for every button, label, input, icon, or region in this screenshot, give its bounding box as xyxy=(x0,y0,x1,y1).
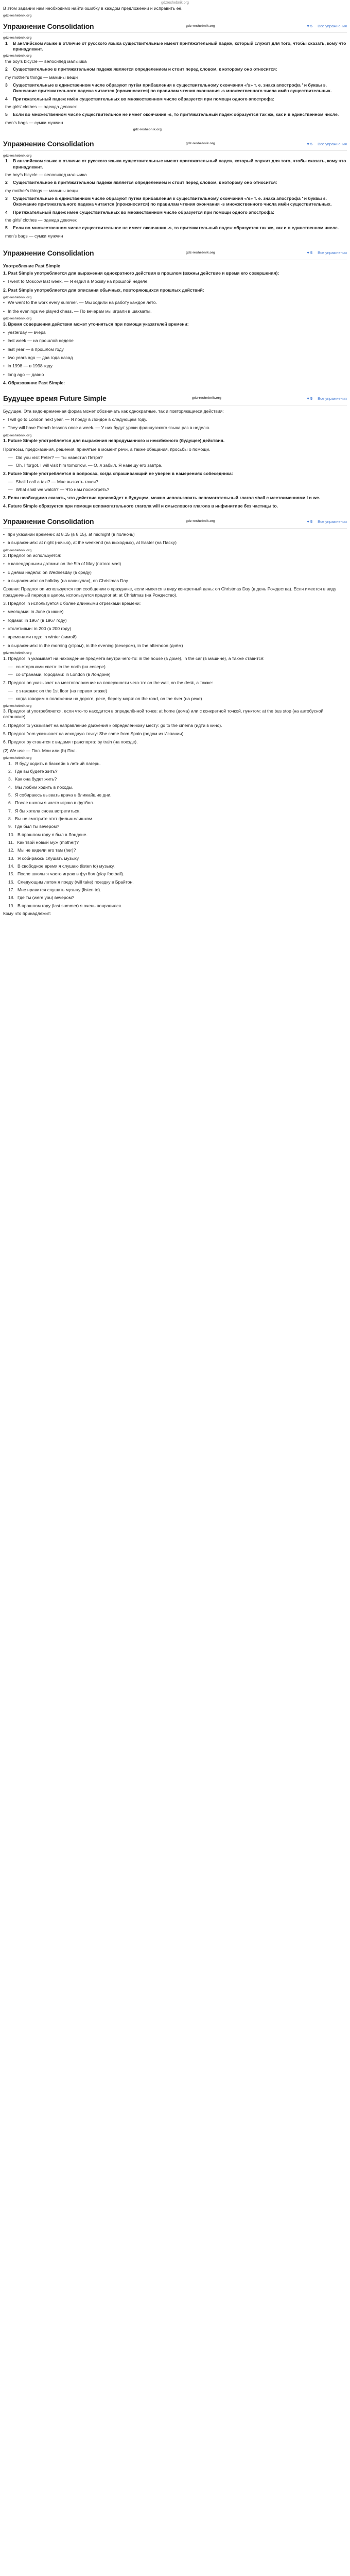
list-item: • с днями недели: on Wednesday (в среду) xyxy=(3,570,347,575)
likes-counter[interactable]: ♥ 5 xyxy=(307,250,313,256)
list-item: • in 1998 — в 1998 году xyxy=(3,363,347,369)
rule-number: 1 xyxy=(5,40,8,46)
all-exercises-link[interactable]: Все упражнения xyxy=(318,141,347,146)
exercise-item: 17. Мне нравится слушать музыку (listen to). xyxy=(8,887,101,893)
example-list xyxy=(3,279,347,284)
exercise-list xyxy=(3,761,347,909)
rule-text: 4. Future Simple образуется при помощи вспомогательного глагола will и смыслового глагола в инфинитиве без частицы to. xyxy=(3,503,278,509)
rule-item xyxy=(5,96,347,102)
rule-text: 1. Past Simple употребляется для выражения однократного действия в прошлом (важны действие и время его совершения): xyxy=(3,270,279,276)
rule-item xyxy=(5,112,347,117)
watermark: gdz-reshebnik.org xyxy=(185,142,215,146)
watermark: gdz-reshebnik.org xyxy=(3,651,32,655)
rule-text: Если во множественном числе существительное не имеет окончания -s, то притяжательный падеж образуется так же, как и в единственном числе. xyxy=(13,225,339,231)
watermark: gdz-reshebnik.org xyxy=(3,317,32,321)
list-item: • при указании времени: at 8.15 (в 8.15), at midnight (в полночь) xyxy=(3,532,347,537)
rule-text: 6. Предлог by ставится с видами транспорта: by train (на поезде). xyxy=(3,739,138,745)
example-text: men's bags — сумки мужчин xyxy=(5,233,63,239)
watermark: gdz-reshebnik.org xyxy=(3,295,32,299)
dash-item: — What shall we watch? — Что нам посмотреть? xyxy=(8,487,110,493)
section-title: Упражнение Consolidation xyxy=(3,22,94,30)
list-item: • In the evenings we played chess. — По вечерам мы играли в шахматы. xyxy=(3,309,347,314)
watermark: gdz-reshebnik.org xyxy=(3,704,32,708)
watermark: gdz-reshebnik.org xyxy=(133,127,162,131)
list-item: • временами года: in winter (зимой) xyxy=(3,634,347,640)
rule-item xyxy=(5,180,347,185)
paragraph: Будущее. Эта видо-временная форма может обозначать как однократные, так и повторяющиеся действия: xyxy=(3,408,224,414)
rule-text: 3. Время совершения действия может уточняться при помощи указателей времени: xyxy=(3,321,189,327)
exercise-item: 14. В свободное время я слушаю (listen to) музыку. xyxy=(8,863,115,869)
rule-text: Существительные в единственном числе образуют путём прибавления к существительному окончания «'s» т. е. знака апострофа ' и буквы s. Окончание притяжательного падежа читается (произносится) по правилам чтения окончания -s множественного числа имён существительных. xyxy=(13,196,332,207)
exercise-item: 18. Где ты (were you) вечером? xyxy=(8,895,75,901)
example-text: the girls' clothes — одежда девочек xyxy=(5,104,77,109)
list-item: • в выражениях: on holiday (на каникулах), on Christmas Day xyxy=(3,578,347,584)
exercise-item: 11. Как твой новый муж (mother)? xyxy=(8,840,79,845)
example-text: my mother's things — мамины вещи xyxy=(5,74,78,80)
section-header xyxy=(3,517,347,528)
list-item: • I will go to London next year. — Я поеду в Лондон в следующем году. xyxy=(3,417,347,422)
dash-item: — Shall I call a taxi? — Мне вызвать такси? xyxy=(8,479,98,484)
rule-number: 2 xyxy=(5,180,8,185)
likes-counter[interactable]: ♥ 5 xyxy=(307,519,313,524)
all-exercises-link[interactable]: Все упражнения xyxy=(318,250,347,256)
rule-number: 3 xyxy=(5,82,8,88)
rule-item xyxy=(5,225,347,231)
rule-number: 3 xyxy=(5,196,8,201)
rule-text: Существительные в единственном числе образуют путём прибавления к существительному окончания «'s» т. е. знака апострофа ' и буквы s. Окончание притяжательного падежа читается (произносится) по правилам чтения окончания -s множественного числа имён существительных. xyxy=(13,82,332,94)
example-text: the boy's bicycle — велосипед мальчика xyxy=(5,172,87,178)
rule-item xyxy=(5,66,347,72)
example-text: the girls' clothes — одежда девочек xyxy=(5,217,77,223)
watermark: gdz-reshebnik.org xyxy=(3,548,32,552)
section-title: Упражнение Consolidation xyxy=(3,140,94,148)
paragraph: Прогнозы, предсказания, решения, принятые в момент речи, а также обещания, просьбы о помощи. xyxy=(3,446,211,452)
list-item: • годами: in 1967 (в 1967 году) xyxy=(3,618,347,623)
paragraph: (2) We use — Пол. Мои или (b) Пол. xyxy=(3,748,77,753)
rule-item xyxy=(5,82,347,94)
rule-text: 2. Past Simple употребляется для описания обычных, повторяющихся прошлых действий: xyxy=(3,287,204,293)
rule-number: 5 xyxy=(5,225,8,231)
all-exercises-link[interactable]: Все упражнения xyxy=(318,24,347,29)
exercise-item: 19. В прошлом году (last summer) я очень понравился. xyxy=(8,903,122,908)
list-item: • yesterday — вчера xyxy=(3,330,347,335)
list-item: • They will have French lessons once a week. — У них будут уроки французского языка раз в неделю. xyxy=(3,425,347,431)
exercise-item: 2. Где вы будете жить? xyxy=(8,768,58,774)
rule-text: Существительное в притяжательном падеже является определением и стоит перед словом, к которому оно относится: xyxy=(13,66,277,72)
dash-item: — Oh, I forgot. I will visit him tomorrow. — О, я забыл. Я навещу его завтра. xyxy=(8,463,163,468)
list-item: • месяцами: in June (в июне) xyxy=(3,609,347,615)
section-title: Упражнение Consolidation xyxy=(3,249,94,258)
rule-number: 1 xyxy=(5,158,8,164)
all-exercises-link[interactable]: Все упражнения xyxy=(318,396,347,401)
rule-text: 1. Future Simple употребляется для выражения непродуманного и неизбежного (будущее) действия. xyxy=(3,438,225,444)
exercise-item: 6. После школы я часто играю в футбол. xyxy=(8,800,94,806)
rule-item xyxy=(5,196,347,208)
rule-text: 4. Предлог to указывает на направление движения к определённому месту: go to the cinema (идти в кино). xyxy=(3,722,222,728)
dash-item: — Did you visit Peter? — Ты навестил Петра? xyxy=(8,454,103,460)
rule-text: 2. Future Simple употребляется в вопросах, когда спрашивающий не уверен в намерениях собеседника: xyxy=(3,470,233,476)
dash-item: — со сторонами света: in the north (на севере) xyxy=(8,664,106,669)
example-list xyxy=(3,561,347,584)
exercise-item: 5. Я собираюсь вызвать врача в ближайшие дни. xyxy=(8,792,112,798)
watermark: gdz-reshebnik.org xyxy=(3,36,32,40)
section-header xyxy=(3,22,347,33)
watermark: gdz-reshebnik.org xyxy=(3,756,32,760)
exercise-item: 13. Я собираюсь слушать музыку. xyxy=(8,855,80,861)
watermark: gdz-reshebnik.org xyxy=(3,54,32,58)
exercise-item: 9. Где был ты вечером? xyxy=(8,824,59,829)
list-item: • столетиями: in 200 (в 200 году) xyxy=(3,626,347,632)
time-markers-list xyxy=(3,330,347,378)
likes-counter[interactable]: ♥ 5 xyxy=(307,24,313,29)
likes-counter[interactable]: ♥ 5 xyxy=(307,141,313,146)
example-list xyxy=(3,532,347,546)
exercise-item: 12. Мы не видели его там (her)? xyxy=(8,848,76,853)
list-item: • long ago — давно xyxy=(3,372,347,378)
intro-text: В этом задании нам необходимо найти ошибку в каждом предложении и исправить её. xyxy=(3,6,183,11)
list-item: • two years ago — два года назад xyxy=(3,355,347,361)
rule-text: Притяжательный падеж имён существительных во множественном числе образуется при помощи одного апострофа: xyxy=(13,209,274,215)
rule-number: 5 xyxy=(5,112,8,117)
rule-text: 1. Предлог in указывает на нахождение предмета внутри чего-то: in the house (в доме), in the car (в машине), а также ставится: xyxy=(3,655,265,661)
rule-item xyxy=(5,41,347,53)
section-header xyxy=(3,248,347,260)
rule-text: Притяжательный падеж имён существительных во множественном числе образуется при помощи одного апострофа: xyxy=(13,96,274,101)
example-list xyxy=(3,417,347,431)
rule-text: 5. Предлог from указывает на исходную точку: She came from Spain (родом из Испании). xyxy=(3,731,185,737)
watermark: gdz-reshebnik.org xyxy=(191,396,222,400)
rule-text: 3. Если необходимо сказать, что действие произойдет в будущем, можно использовать вспомогательный глагол shall с местоимениями I и we. xyxy=(3,495,320,500)
watermark: gdz-reshebnik.org xyxy=(185,250,215,255)
rule-text: В английском языке в отличие от русского языка существительные имеют притяжательный падеж, который служит для того, чтобы сказать, кому что принадлежит. xyxy=(13,40,346,52)
rule-item xyxy=(5,158,347,170)
dash-item: — когда говорим о положении на дороге, реке, берегу моря: on the road, on the river (на реке) xyxy=(8,696,202,702)
content xyxy=(0,6,350,917)
rule-number: 2 xyxy=(5,66,8,72)
all-exercises-link[interactable]: Все упражнения xyxy=(318,519,347,524)
watermark: gdz-reshebnik.org xyxy=(185,519,215,523)
list-item: • в выражениях: in the morning (утром), in the evening (вечером), in the afternoon (днём) xyxy=(3,643,347,649)
dash-item: — с этажами: on the 1st floor (на первом этаже) xyxy=(8,688,108,693)
site-url: gdzreshebnik.org xyxy=(161,1,189,5)
exercise-item: 4. Мы любим ходить в походы. xyxy=(8,784,74,790)
exercise-item: 7. Я бы хотела снова встретиться. xyxy=(8,808,81,814)
example-text: men's bags — сумки мужчин xyxy=(5,120,63,125)
example-list xyxy=(3,609,347,649)
exercise-item: 8. Вы не смотрите этот фильм слишком. xyxy=(8,816,94,821)
exercise-item: 1. Я буду ходить в бассейн в летний лагерь. xyxy=(8,760,101,766)
rule-text: 2. Предлог on указывает на местоположение на поверхности чего-то: on the wall, on the desk, а также: xyxy=(3,680,213,685)
likes-counter[interactable]: ♥ 5 xyxy=(307,396,313,401)
list-item: • last year — в прошлом году xyxy=(3,347,347,352)
rule-number: 4 xyxy=(5,209,8,215)
rule-text: 2. Предлог on используется: xyxy=(3,552,62,558)
example-list xyxy=(3,300,347,314)
rule-text: 3. Предлог in используется с более длинными отрезками времени: xyxy=(3,601,141,606)
example-text: my mother's things — мамины вещи xyxy=(5,188,78,193)
exercise-item: 15. После школы я часто играю в футбол (play football). xyxy=(8,871,125,877)
watermark: gdz-reshebnik.org xyxy=(3,433,32,437)
example-text: the boy's bicycle — велосипед мальчика xyxy=(5,58,87,64)
answer-label: Кому что принадлежит: xyxy=(3,911,51,917)
exercise-item: 16. Следующим летом я поеду (will take) поездку в Брайтон. xyxy=(8,879,134,885)
rule-text: 4. Образование Past Simple: xyxy=(3,380,65,385)
watermark: gdz-reshebnik.org xyxy=(185,24,215,28)
list-item: • в выражениях: at night (ночью), at the weekend (на выходных), at Easter (на Пасху) xyxy=(3,540,347,546)
section-header xyxy=(3,139,347,150)
rule-text: 3. Предлог at употребляется, если что-то находится в определённой точке: at home (дома) или с конкретной точкой, пунктом: at the bus stop (на автобусной остановке). xyxy=(3,708,324,720)
rule-item xyxy=(5,210,347,215)
exercise-item: 10. В прошлом году я был в Лондоне. xyxy=(8,832,87,837)
watermark: gdz-reshebnik.org xyxy=(3,154,32,158)
dash-item: — со странами, городами: in London (в Лондоне) xyxy=(8,672,111,677)
section-header xyxy=(3,394,347,405)
list-item: • I went to Moscow last week. — Я ездил в Москву на прошлой неделе. xyxy=(3,279,347,284)
list-item: • last week — на прошлой неделе xyxy=(3,338,347,344)
subsection-title: Употребление Past Simple xyxy=(3,263,60,268)
list-item: • с календарными датами: on the 5th of May (пятого мая) xyxy=(3,561,347,567)
watermark: gdz-reshebnik.org xyxy=(3,14,32,18)
section-title: Упражнение Consolidation xyxy=(3,517,94,526)
rule-text: Существительное в притяжательном падеже является определением и стоит перед словом, к которому оно относится: xyxy=(13,180,277,185)
rule-text: В английском языке в отличие от русского языка существительные имеют притяжательный падеж, который служит для того, чтобы сказать, кому что принадлежит. xyxy=(13,158,346,170)
list-item: • We went to the work every summer. — Мы ходили на работу каждое лето. xyxy=(3,300,347,306)
note-text: Сравни: Предлог on используется при сообщении о празднике, если имеется в виду конкретный день: on Christmas Day (в день Рождества). Если имеется в виду праздничный период в целом, используется предлог at: at Christmas (на Рождество). xyxy=(3,586,337,598)
rule-text: Если во множественном числе существительное не имеет окончания -s, то притяжательный падеж образуется так же, как и в единственном числе. xyxy=(13,112,339,117)
section-title: Будущее время Future Simple xyxy=(3,394,107,403)
exercise-item: 3. Как она будет жить? xyxy=(8,776,57,782)
rule-number: 4 xyxy=(5,96,8,101)
